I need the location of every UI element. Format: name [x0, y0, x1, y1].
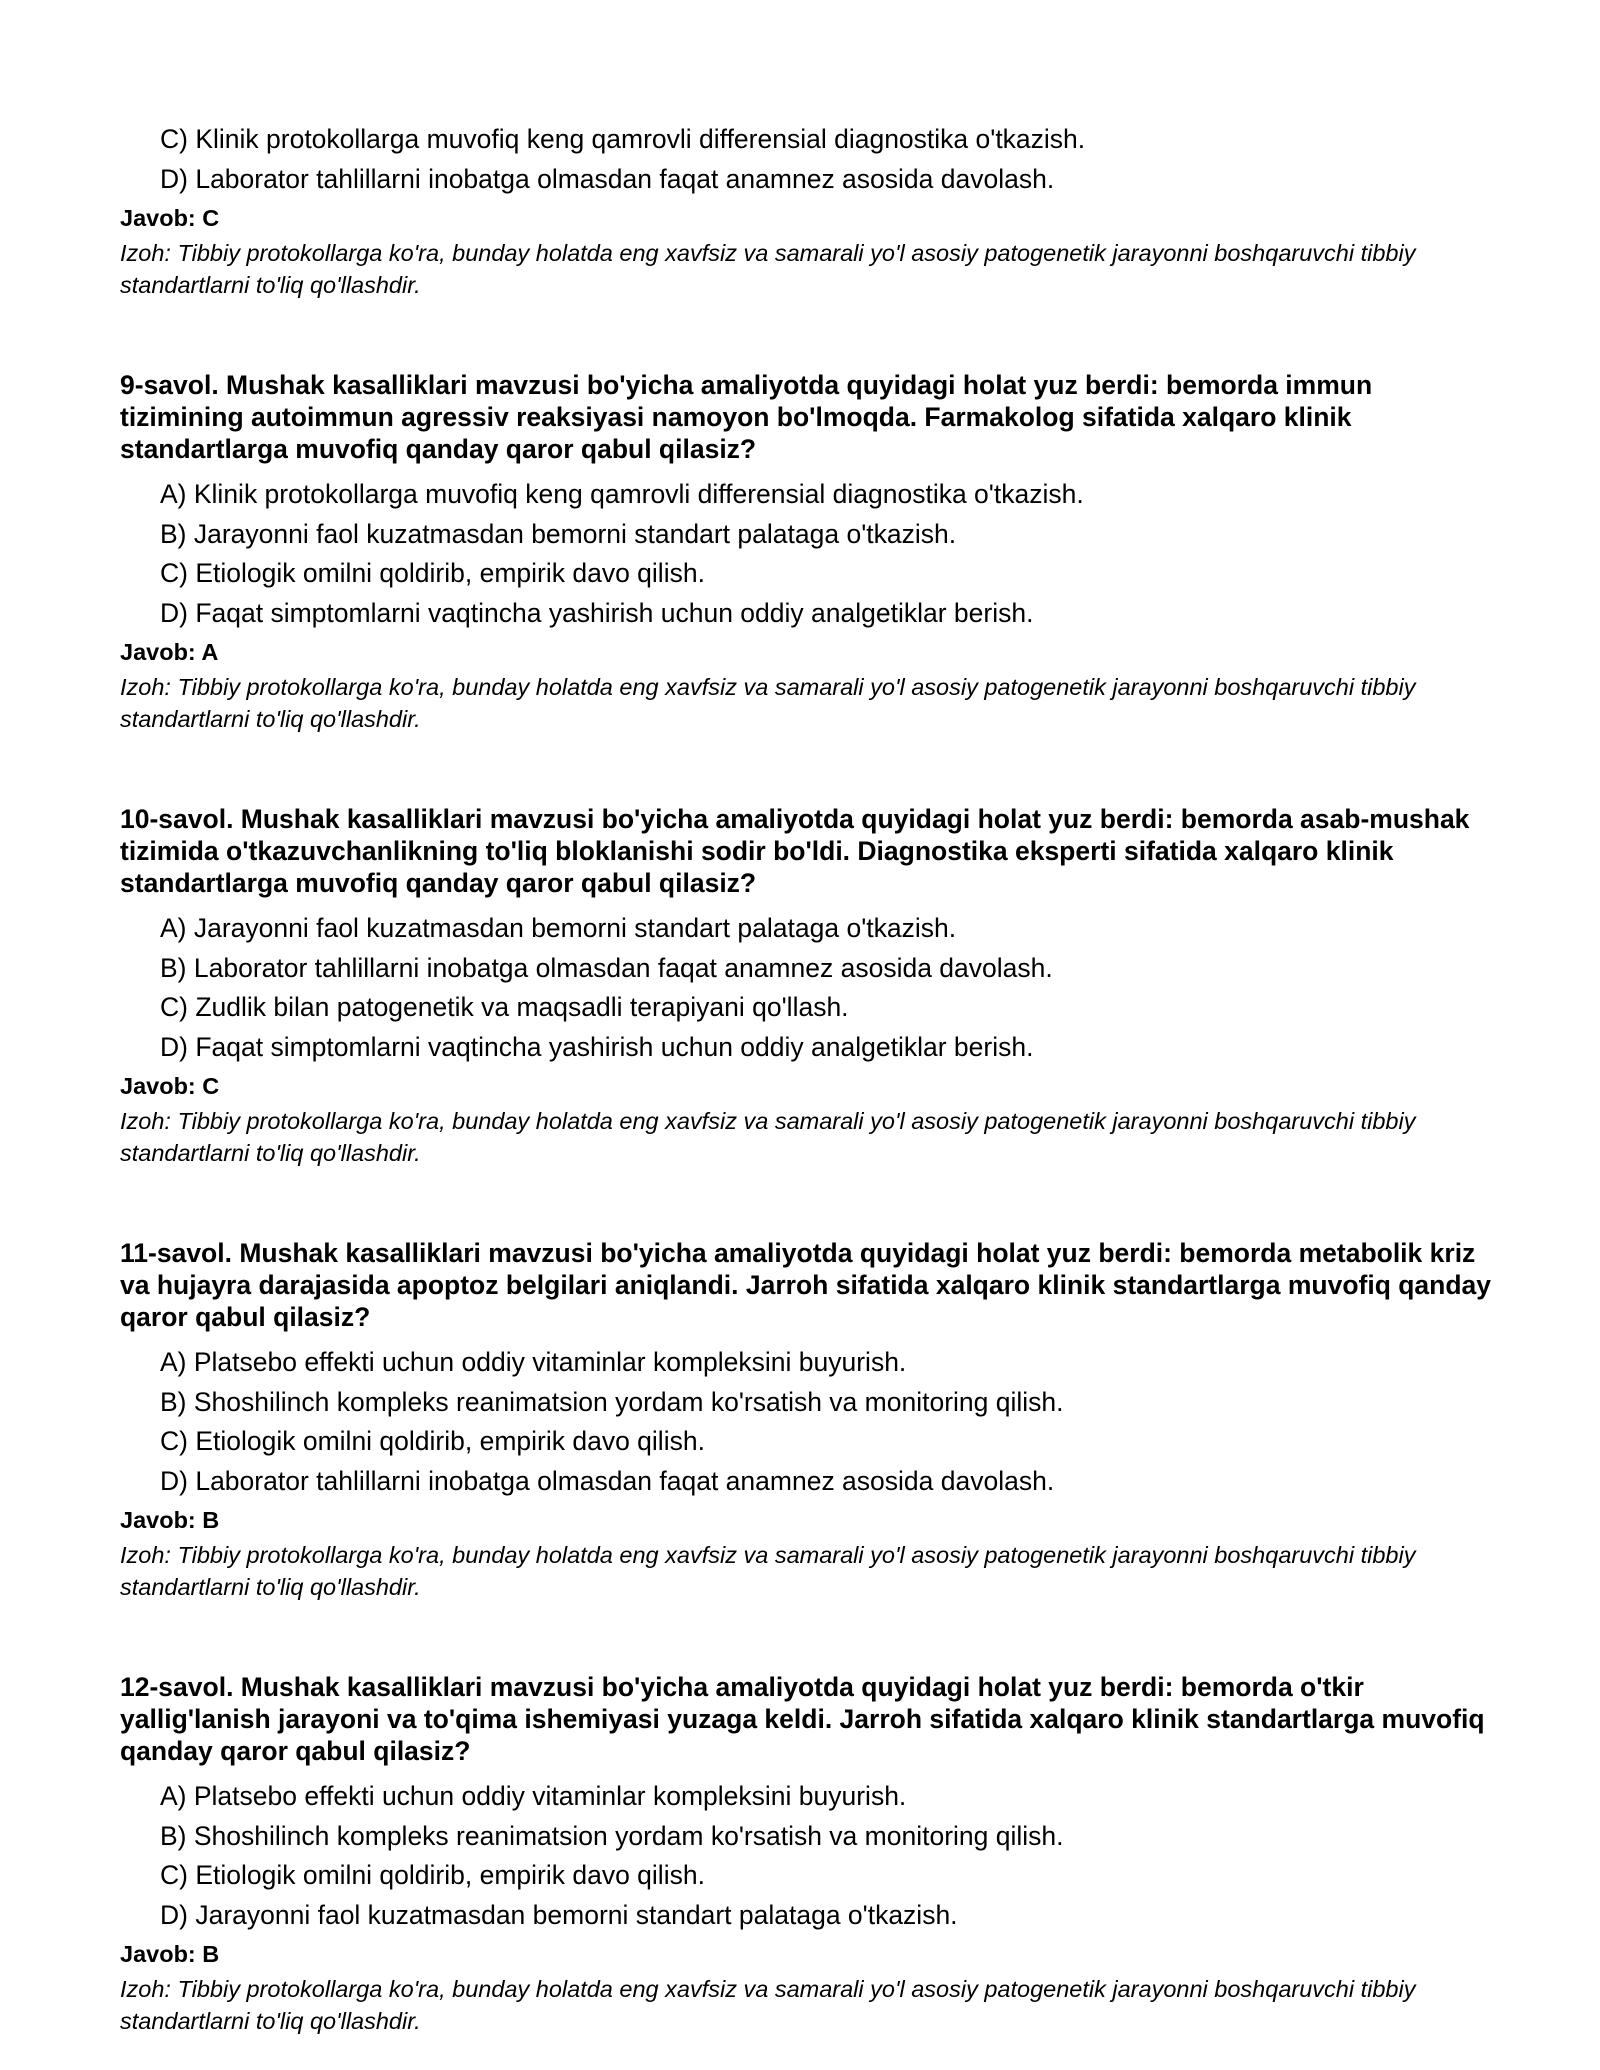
question-title: 9-savol. Mushak kasalliklari mavzusi bo'yicha amaliyotda quyidagi holat yuz berdi: bemorda immun tizimining autoimmun agressiv reaksiyasi namoyon bo'lmoqda. Farmakolog sifatida xalqaro klinik standartlarga muvofiq qanday qaror qabul qilasiz?	[120, 370, 1373, 464]
question-10	[120, 803, 1500, 1169]
question-8-continuation	[120, 120, 1500, 301]
option-a: A) Platsebo effekti uchun oddiy vitaminlar kompleksini buyurish.	[160, 1347, 907, 1377]
explanation-note: Izoh: Tibbiy protokollarga ko'ra, bunday holatda eng xavfsiz va samarali yo'l asosiy patogenetik jarayonni boshqaruvchi tibbiy standartlarni to'liq qo'llashdir.	[120, 240, 1416, 298]
option-c: C) Etiologik omilni qoldirib, empirik davo qilish.	[160, 1860, 705, 1890]
option-c: C) Etiologik omilni qoldirib, empirik davo qilish.	[160, 558, 705, 588]
explanation-note: Izoh: Tibbiy protokollarga ko'ra, bunday holatda eng xavfsiz va samarali yo'l asosiy patogenetik jarayonni boshqaruvchi tibbiy standartlarni to'liq qo'llashdir.	[120, 1108, 1416, 1166]
answer-label: Javob: A	[120, 639, 219, 665]
option-c: C) Etiologik omilni qoldirib, empirik davo qilish.	[160, 1426, 705, 1456]
option-d: D) Faqat simptomlarni vaqtincha yashirish uchun oddiy analgetiklar berish.	[160, 597, 1034, 628]
answer-label: Javob: B	[120, 1941, 220, 1967]
question-11	[120, 1237, 1500, 1603]
option-d: D) Laborator tahlillarni inobatga olmasdan faqat anamnez asosida davolash.	[160, 163, 1055, 194]
question-title: 12-savol. Mushak kasalliklari mavzusi bo'yicha amaliyotda quyidagi holat yuz berdi: bemorda o'tkir yallig'lanish jarayoni va to'qima ishemiyasi yuzaga keldi. Jarroh sifatida xalqaro klinik standartlarga muvofiq qanday qaror qabul qilasiz?	[120, 1672, 1485, 1766]
option-d: D) Jarayonni faol kuzatmasdan bemorni standart palataga o'tkazish.	[160, 1899, 958, 1930]
option-c: C) Klinik protokollarga muvofiq keng qamrovli differensial diagnostika o'tkazish.	[160, 124, 1086, 154]
explanation-note: Izoh: Tibbiy protokollarga ko'ra, bunday holatda eng xavfsiz va samarali yo'l asosiy patogenetik jarayonni boshqaruvchi tibbiy standartlarni to'liq qo'llashdir.	[120, 1542, 1416, 1600]
option-a: A) Klinik protokollarga muvofiq keng qamrovli differensial diagnostika o'tkazish.	[160, 479, 1084, 509]
option-b: B) Jarayonni faol kuzatmasdan bemorni standart palataga o'tkazish.	[160, 518, 957, 549]
option-c: C) Zudlik bilan patogenetik va maqsadli terapiyani qo'llash.	[160, 992, 849, 1022]
option-a: A) Platsebo effekti uchun oddiy vitaminlar kompleksini buyurish.	[160, 1781, 907, 1811]
answer-label: Javob: C	[120, 205, 220, 231]
option-d: D) Faqat simptomlarni vaqtincha yashirish uchun oddiy analgetiklar berish.	[160, 1031, 1034, 1062]
question-title: 10-savol. Mushak kasalliklari mavzusi bo'yicha amaliyotda quyidagi holat yuz berdi: bemorda asab-mushak tizimida o'tkazuvchanlikning to'liq bloklanishi sodir bo'ldi. Diagnostika eksperti sifatida xalqaro klinik standartlarga muvofiq qanday qaror qabul qilasiz?	[120, 804, 1470, 898]
option-a: A) Jarayonni faol kuzatmasdan bemorni standart palataga o'tkazish.	[160, 913, 957, 943]
option-b: B) Laborator tahlillarni inobatga olmasdan faqat anamnez asosida davolash.	[160, 952, 1053, 983]
explanation-note: Izoh: Tibbiy protokollarga ko'ra, bunday holatda eng xavfsiz va samarali yo'l asosiy patogenetik jarayonni boshqaruvchi tibbiy standartlarni to'liq qo'llashdir.	[120, 674, 1416, 732]
document-page	[120, 120, 1500, 2037]
question-title: 11-savol. Mushak kasalliklari mavzusi bo'yicha amaliyotda quyidagi holat yuz berdi: bemorda metabolik kriz va hujayra darajasida apoptoz belgilari aniqlandi. Jarroh sifatida xalqaro klinik standartlarga muvofiq qanday qaror qabul qilasiz?	[120, 1238, 1492, 1332]
answer-label: Javob: C	[120, 1073, 220, 1099]
question-9	[120, 369, 1500, 735]
option-b: B) Shoshilinch kompleks reanimatsion yordam ko'rsatish va monitoring qilish.	[160, 1820, 1064, 1851]
option-b: B) Shoshilinch kompleks reanimatsion yordam ko'rsatish va monitoring qilish.	[160, 1386, 1064, 1417]
question-12	[120, 1671, 1500, 2037]
explanation-note: Izoh: Tibbiy protokollarga ko'ra, bunday holatda eng xavfsiz va samarali yo'l asosiy patogenetik jarayonni boshqaruvchi tibbiy standartlarni to'liq qo'llashdir.	[120, 1976, 1416, 2034]
option-d: D) Laborator tahlillarni inobatga olmasdan faqat anamnez asosida davolash.	[160, 1465, 1055, 1496]
answer-label: Javob: B	[120, 1507, 220, 1533]
